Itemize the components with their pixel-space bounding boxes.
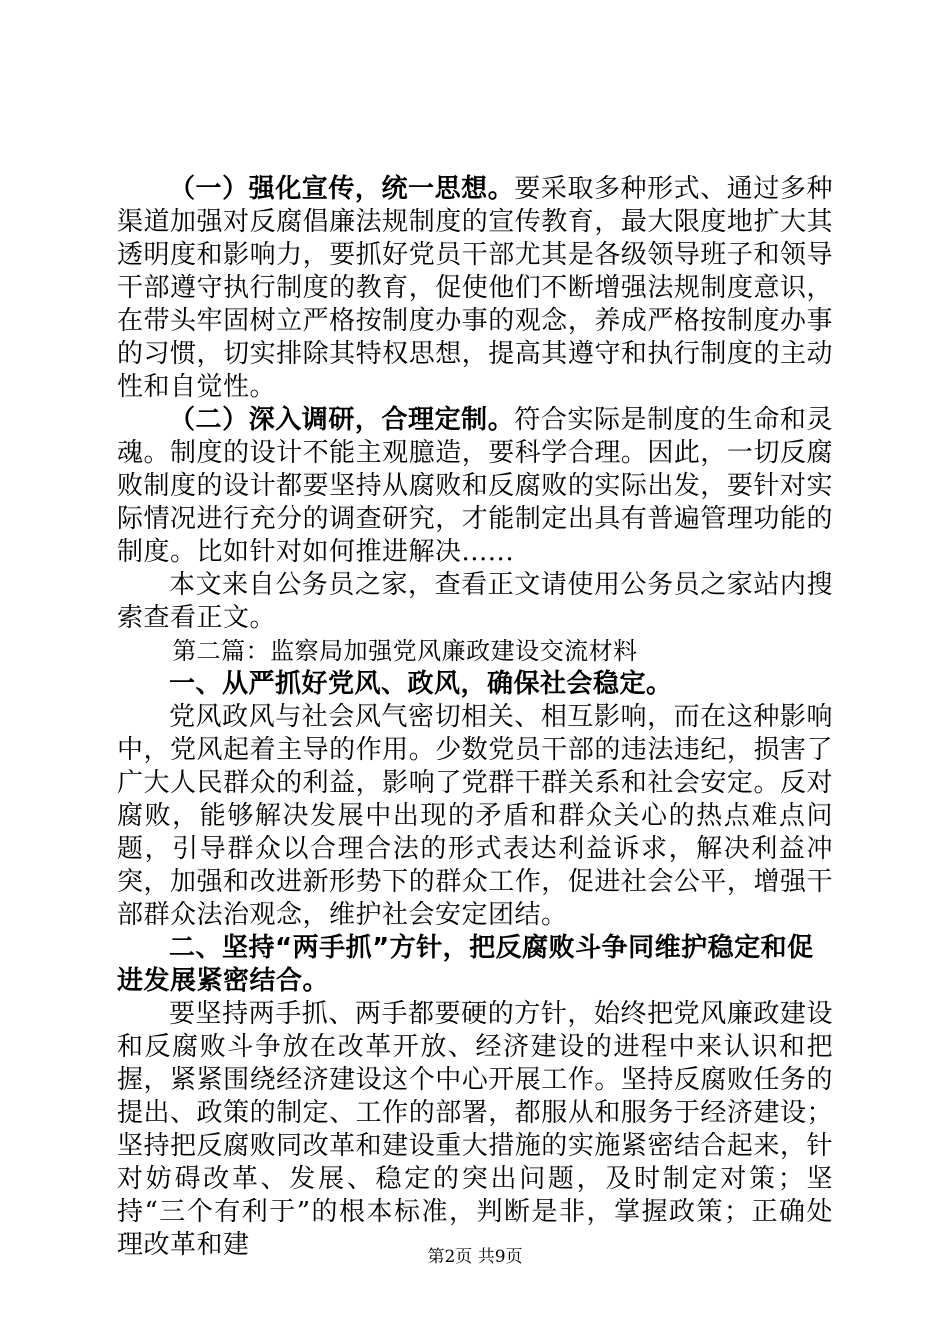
section-2-text: 要坚持两手抓、两手都要硬的方针，始终把党风廉政建设和反腐败斗争放在改革开放、经济建设的进程中来认识和把握，紧紧围绕经济建设这个中心开展工作。坚持反腐败任务的提出、政策的制定、工作的部署，都服从和服务于经济建设；坚持把反腐败同改革和建设重大措施的实施紧密结合起来，针对妨碍改革、发展、稳定的突出问题，及时制定对策；坚持“三个有利于”的根本标准，判断是非，掌握政策；正确处理改革和建 xyxy=(117,999,833,1260)
paragraph-1-text: 要采取多种形式、通过多种渠道加强对反腐倡廉法规制度的宣传教育，最大限度地扩大其透明度和影响力，要抓好党员干部尤其是各级领导班子和领导干部遵守执行制度的教育，促使他们不断增强法规制度意识，在带头牢固树立严格按制度办事的观念，养成严格按制度办事的习惯，切实排除其特权思想，提高其遵守和执行制度的主动性和自觉性。 xyxy=(117,174,833,402)
document-body xyxy=(117,173,833,1262)
page-number-footer: 第2页 共9页 xyxy=(427,1247,523,1267)
section-1-heading: 一、从严抓好党风、政风，确保社会稳定。 xyxy=(169,669,673,699)
section-2-heading: 二、坚持“两手抓”方针，把反腐败斗争同维护稳定和促进发展紧密结合。 xyxy=(117,933,814,996)
paragraph-1-lead: （一）强化宣传，统一思想。 xyxy=(169,174,515,204)
section-1-text: 党风政风与社会风气密切相关、相互影响，而在这种影响中，党风起着主导的作用。少数党员干部的违法违纪，损害了广大人民群众的利益，影响了党群干群关系和社会安定。反对腐败，能够解决发展中出现的矛盾和群众关心的热点难点问题，引导群众以合理合法的形式表达利益诉求，解决利益冲突，加强和改进新形势下的群众工作，促进社会公平，增强干部群众法治观念，维护社会安定团结。 xyxy=(117,702,833,930)
paragraph-2-lead: （二）深入调研，合理定制。 xyxy=(169,405,515,435)
paragraph-2-text: 符合实际是制度的生命和灵魂。制度的设计不能主观臆造，要科学合理。因此，一切反腐败制度的设计都要坚持从腐败和反腐败的实际出发，要针对实际情况进行充分的调查研究，才能制定出具有普遍管理功能的制度。比如针对如何推进解决...... xyxy=(117,405,833,567)
paragraph-3 xyxy=(117,569,833,635)
part-title: 第二篇：监察局加强党风廉政建设交流材料 xyxy=(172,637,638,665)
paragraph-3-text: 本文来自公务员之家，查看正文请使用公务员之家站内搜索查看正文。 xyxy=(117,570,833,633)
paragraph-1 xyxy=(117,173,833,404)
paragraph-2 xyxy=(117,404,833,569)
